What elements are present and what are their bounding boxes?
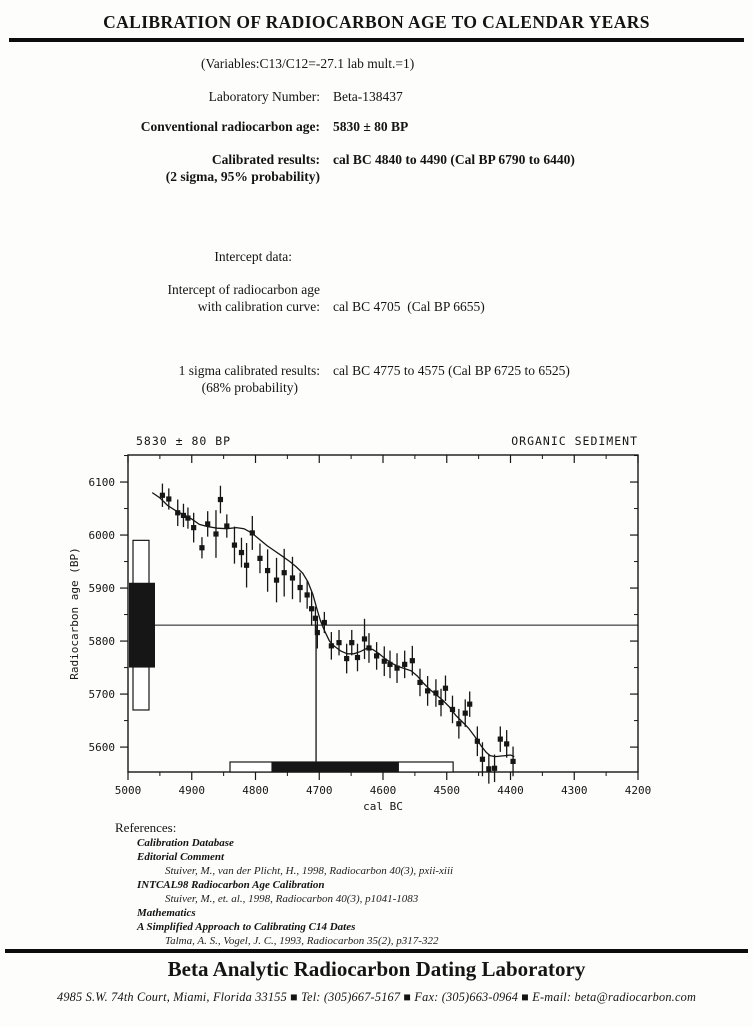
svg-text:4900: 4900	[178, 784, 205, 797]
reference-item	[0, 920, 753, 948]
lab-number-value: Beta-138437	[333, 89, 403, 104]
calibration-chart	[0, 425, 753, 820]
svg-text:ORGANIC SEDIMENT: ORGANIC SEDIMENT	[511, 434, 638, 448]
svg-text:4200: 4200	[624, 784, 652, 797]
svg-text:5700: 5700	[88, 688, 115, 702]
reference-title: INTCAL98 Radiocarbon Age Calibration	[137, 879, 325, 891]
svg-text:5800: 5800	[88, 635, 115, 649]
svg-text:4300: 4300	[561, 784, 588, 797]
reference-item	[0, 878, 753, 906]
reference-title: Calibration Database	[137, 837, 234, 849]
calibrated-results-row	[0, 152, 575, 168]
references-heading: References:	[115, 820, 177, 835]
intercept-data-heading: Intercept data:	[214, 249, 292, 264]
svg-text:5900: 5900	[88, 582, 115, 596]
lab-number-label: Laboratory Number:	[208, 89, 320, 104]
intercept-label-line2: with calibration curve:	[197, 299, 320, 314]
laboratory-name: Beta Analytic Radiocarbon Dating Laboratory	[167, 957, 586, 981]
calibrated-results-sublabel: (2 sigma, 95% probability)	[165, 169, 320, 184]
references-section	[0, 820, 753, 948]
svg-text:4700: 4700	[306, 784, 333, 797]
lab-number-row	[0, 89, 403, 105]
reference-item	[0, 850, 753, 878]
conventional-age-value: 5830 ± 80 BP	[333, 119, 409, 134]
svg-text:cal BC: cal BC	[363, 800, 403, 813]
svg-text:4500: 4500	[433, 784, 460, 797]
svg-text:5000: 5000	[114, 784, 142, 797]
intercept-label-line1: Intercept of radiocarbon age	[167, 282, 320, 297]
one-sigma-label: 1 sigma calibrated results:	[178, 363, 320, 378]
reference-citation: Stuiver, M., van der Plicht, H., 1998, Radiocarbon 40(3), pxii-xiii	[165, 865, 454, 877]
svg-text:6000: 6000	[88, 529, 115, 543]
conventional-age-label: Conventional radiocarbon age:	[140, 119, 320, 134]
variables-line: (Variables:C13/C12=-27.1 lab mult.=1)	[201, 56, 415, 71]
svg-text:6100: 6100	[88, 476, 115, 490]
reference-citation: Stuiver, M., et. al., 1998, Radiocarbon 40(3), p1041-1083	[165, 893, 419, 905]
one-sigma-sublabel: (68% probability)	[201, 380, 298, 395]
svg-text:Radiocarbon age (BP): Radiocarbon age (BP)	[68, 547, 81, 680]
svg-text:5600: 5600	[88, 741, 115, 755]
calibrated-results-value: cal BC 4840 to 4490 (Cal BP 6790 to 6440)	[333, 152, 575, 167]
svg-text:4600: 4600	[369, 784, 397, 797]
reference-item	[0, 836, 753, 850]
intercept-value: cal BC 4705 (Cal BP 6655)	[333, 299, 485, 314]
reference-title: Mathematics	[137, 907, 196, 919]
intercept-label	[0, 281, 320, 315]
laboratory-address: 4985 S.W. 74th Court, Miami, Florida 33155 ■ Tel: (305)667-5167 ■ Fax: (305)663-0964 ■ E-mail: beta@radiocarbon.com	[56, 990, 697, 1004]
conventional-age-row	[0, 119, 408, 135]
intercept-row	[0, 281, 485, 315]
reference-title: Editorial Comment	[137, 851, 225, 863]
reference-item	[0, 906, 753, 920]
svg-text:4400: 4400	[497, 784, 524, 797]
page-title: CALIBRATION OF RADIOCARBON AGE TO CALENDAR YEARS	[103, 12, 650, 32]
one-sigma-row	[0, 363, 570, 379]
calibrated-results-label: Calibrated results:	[211, 152, 320, 167]
svg-text:4800: 4800	[242, 784, 269, 797]
footer-divider	[5, 949, 748, 953]
one-sigma-value: cal BC 4775 to 4575 (Cal BP 6725 to 6525)	[333, 363, 570, 378]
title-divider	[9, 38, 744, 42]
reference-citation: Talma, A. S., Vogel, J. C., 1993, Radiocarbon 35(2), p317-322	[165, 935, 439, 947]
reference-title: A Simplified Approach to Calibrating C14 Dates	[137, 921, 356, 933]
svg-text:5830 ± 80 BP: 5830 ± 80 BP	[136, 434, 232, 448]
calibration-curve-plot	[0, 425, 753, 820]
